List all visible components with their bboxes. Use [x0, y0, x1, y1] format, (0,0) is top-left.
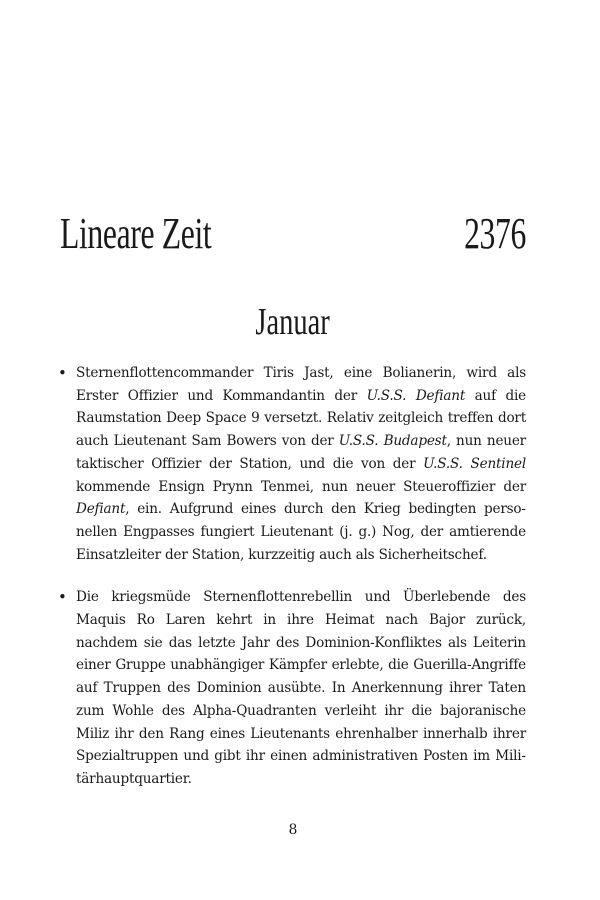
- bullet-icon: •: [58, 364, 67, 382]
- entry-text: auf die Raumstation Deep Space 9 versetzt. Relativ zeitgleich treffen dort auch Lieutenant Sam Bowers von der: [76, 387, 526, 450]
- ship-name: U.S.S. Budapest: [338, 433, 447, 450]
- bullet-icon: •: [58, 588, 67, 607]
- entry-text: , nun neuer taktischer Offizier der Station, und die von der: [76, 433, 526, 472]
- month-heading: [0, 298, 586, 346]
- ship-name: U.S.S. Defiant: [366, 387, 466, 404]
- chapter-heading: [60, 200, 526, 260]
- chapter-title: Lineare Zeit: [60, 209, 212, 258]
- entry-text: , ein. Aufgrund eines durch den Krieg bedingten personellen Engpasses fungiert Lieutenant (j. g.) Nog, der amtierende Einsatzleiter der Station, kurzzeitig auch als Sicherheitschef.: [76, 501, 526, 563]
- entry-text: Die kriegsmüde Sternenflottenrebellin und Überlebende des Maquis Ro Laren kehrt in ihre Heimat nach Bajor zurück, nachdem sie das letzte Jahr des Dominion-Konfliktes als Leiterin einer Gruppe unabhängiger Kämpfer erlebte, die Guerilla-Angriffe auf Truppen des Dominion ausübte. In Anerkennung ihrer Taten zum Wohle des Alpha-Quadranten verleiht ihr die bajoranische Miliz ihr den Rang eines Lieutenants ehrenhalber innerhalb ihrer Spezialtruppen und gibt ihr einen administrativen Posten im Militärhauptquartier.: [76, 589, 526, 787]
- timeline-entry: [58, 362, 527, 566]
- timeline-entry: [58, 586, 526, 790]
- page-number: 8: [288, 822, 298, 838]
- entry-text: kommende Ensign Prynn Tenmei, nun neuer Steueroffizier der: [76, 478, 526, 495]
- chapter-year: 2376: [464, 209, 526, 258]
- entry-text: Sternenflottencommander Tiris Jast, eine Bolianerin, wird als Erster Offizier und Kommandantin der: [76, 365, 526, 404]
- ship-name: Defiant: [76, 501, 126, 518]
- timeline-entries: [58, 362, 527, 811]
- month-title: Januar: [255, 301, 331, 343]
- ship-name: U.S.S. Sentinel: [423, 455, 527, 472]
